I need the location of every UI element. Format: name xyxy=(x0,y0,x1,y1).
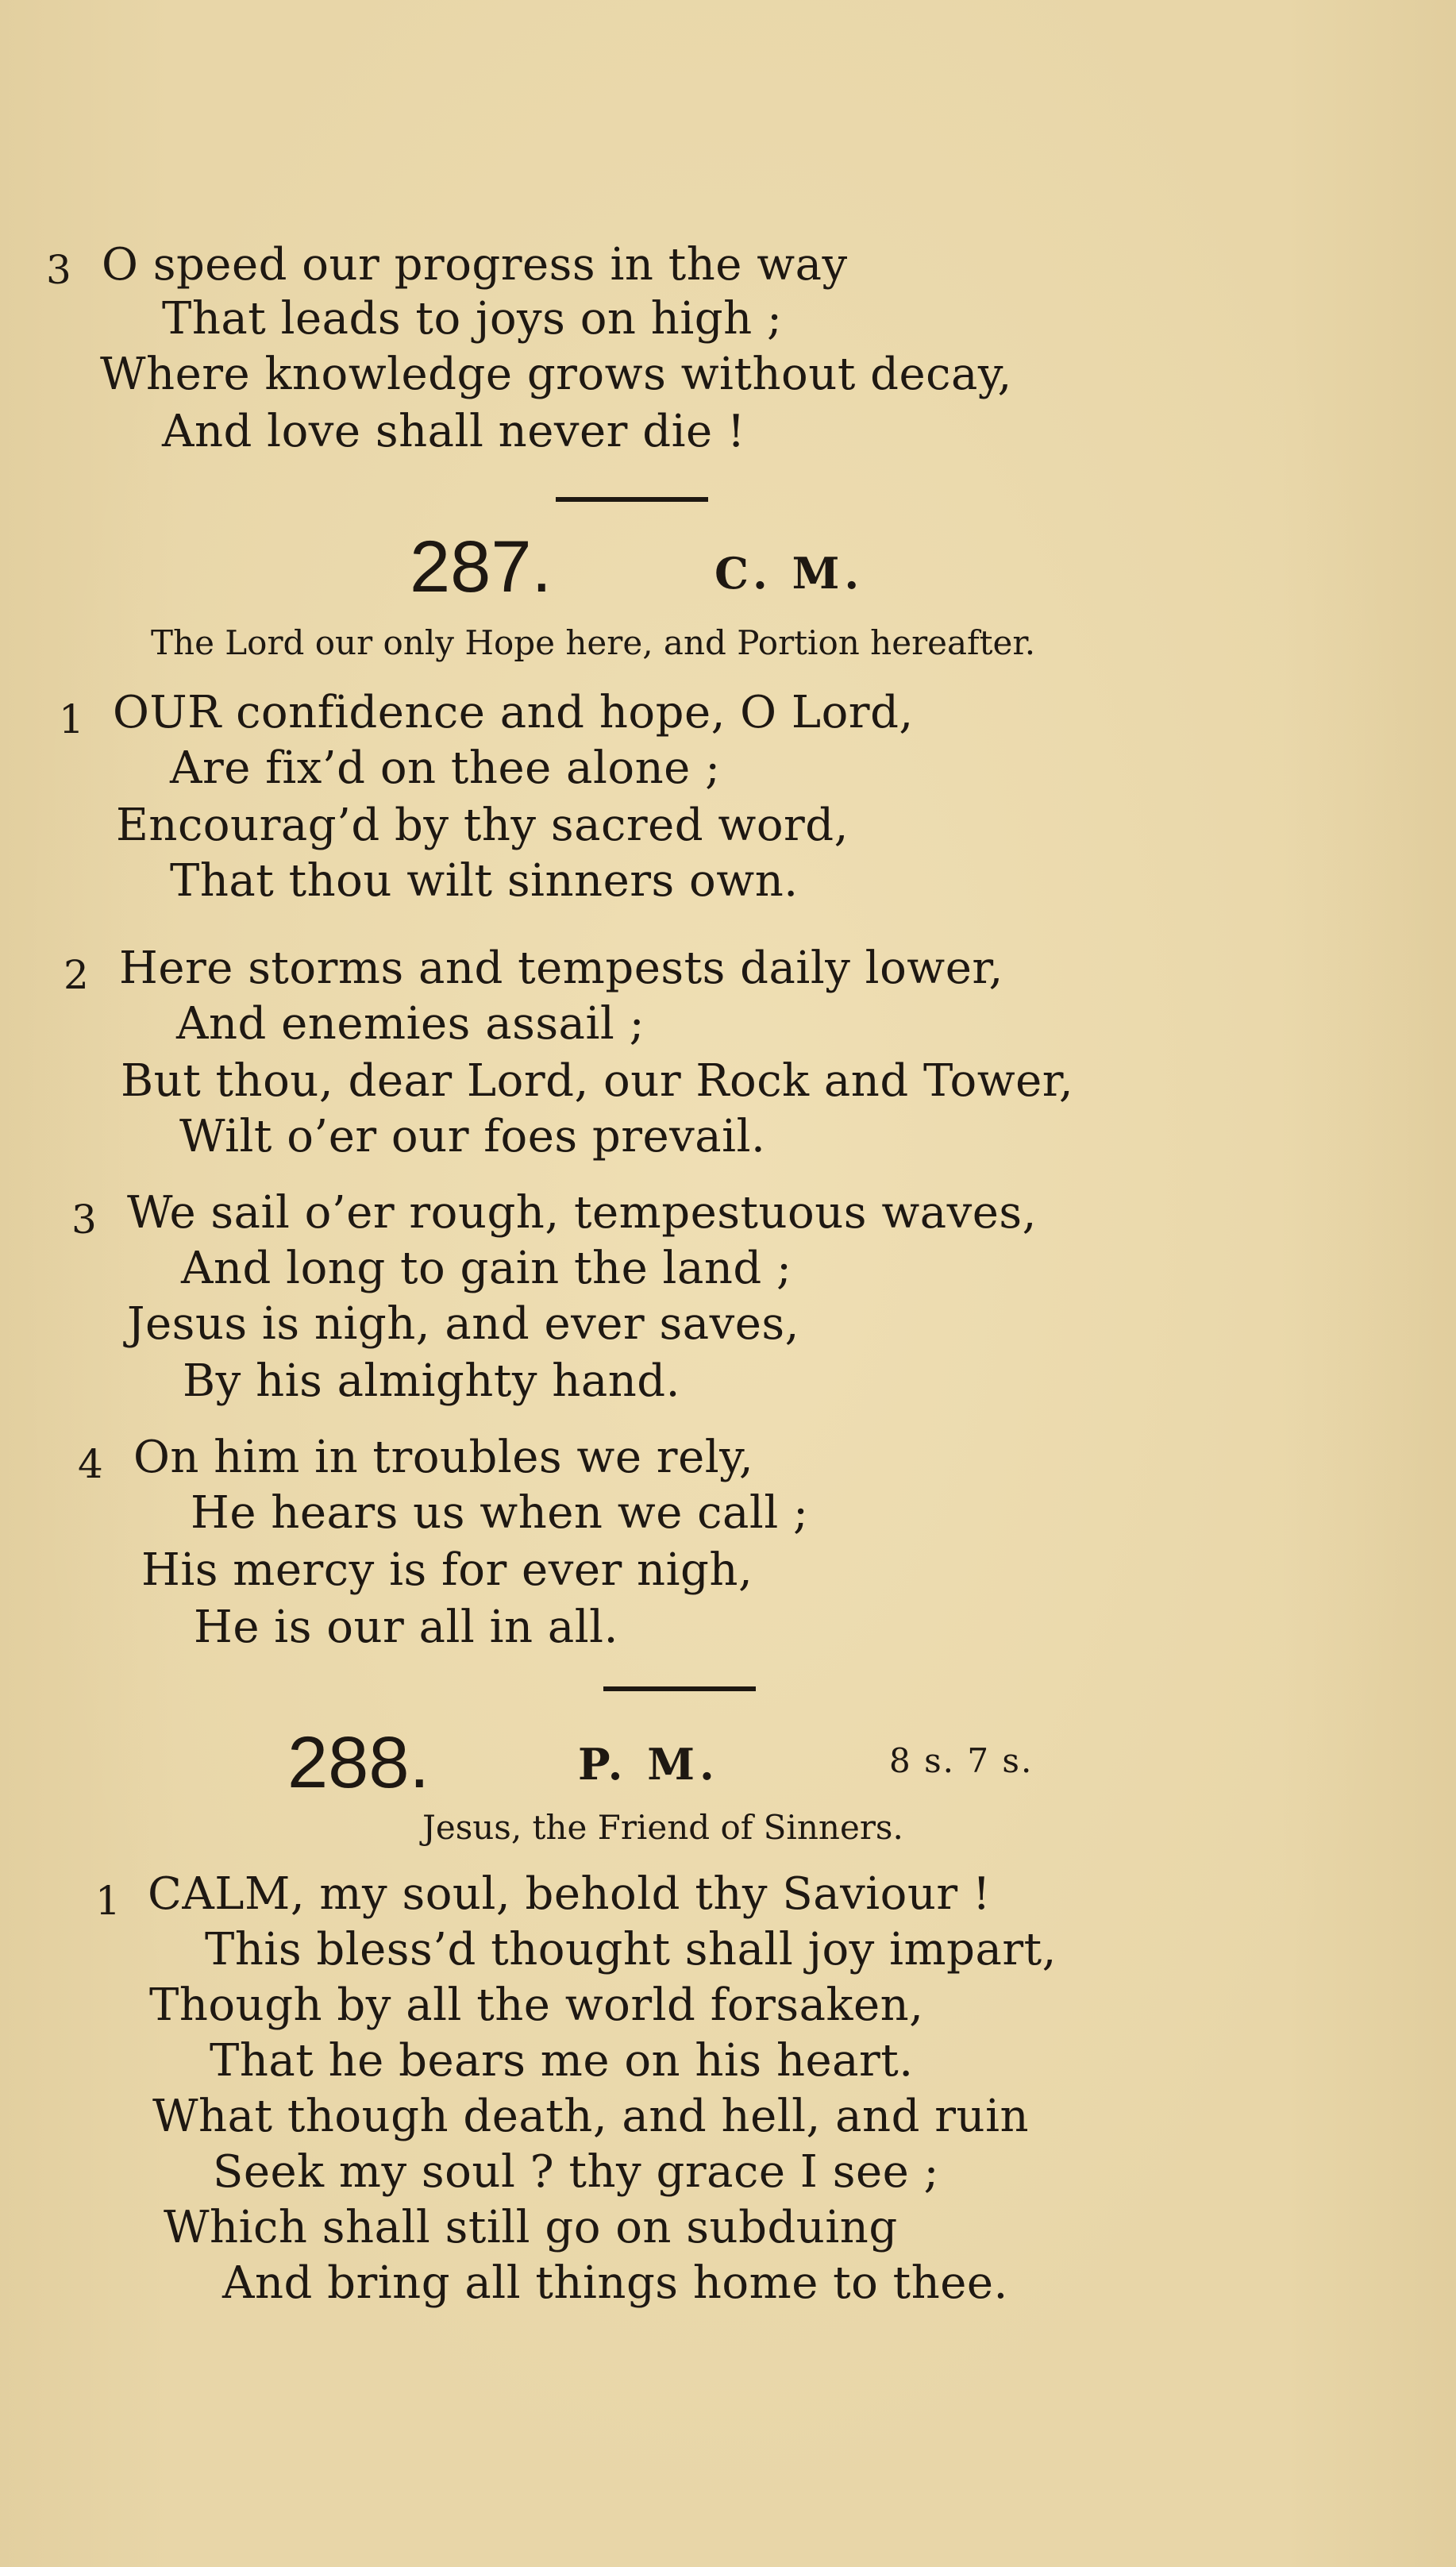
hymn-meter: C. M. xyxy=(715,548,865,599)
section-divider xyxy=(603,1686,756,1691)
verse-line: O speed our progress in the way xyxy=(102,239,848,291)
hymn-title: Jesus, the Friend of Sinners. xyxy=(422,1808,903,1847)
verse-number: 3 xyxy=(71,1197,97,1243)
verse-line: Jesus is nigh, and ever saves, xyxy=(127,1298,799,1350)
verse-line: That leads to joys on high ; xyxy=(162,293,783,345)
verse-line: Seek my soul ? thy grace I see ; xyxy=(213,2146,939,2198)
verse-line: Wilt o’er our foes prevail. xyxy=(179,1111,766,1162)
section-divider xyxy=(556,497,708,502)
hymn-meter-detail: 8 s. 7 s. xyxy=(889,1741,1034,1780)
verse-number: 2 xyxy=(64,952,89,998)
verse-number: 1 xyxy=(95,1878,121,1924)
verse-number: 1 xyxy=(59,696,84,742)
verse-line: What though death, and hell, and ruin xyxy=(152,2091,1030,2142)
verse-line: But thou, dear Lord, our Rock and Tower, xyxy=(121,1055,1074,1107)
verse-line: On him in troubles we rely, xyxy=(133,1432,754,1483)
verse-line: CALM, my soul, behold thy Saviour ! xyxy=(148,1868,991,1920)
hymn-number: 287. xyxy=(410,526,553,607)
verse-line: Where knowledge grows without decay, xyxy=(100,349,1012,400)
verse-line: By his almighty hand. xyxy=(183,1355,680,1407)
hymn-number: 288. xyxy=(287,1722,430,1803)
verse-line: OUR confidence and hope, O Lord, xyxy=(113,687,914,738)
verse-line: That thou wilt sinners own. xyxy=(170,855,799,907)
verse-line: And long to gain the land ; xyxy=(181,1243,792,1294)
verse-number: 3 xyxy=(46,247,71,293)
verse-line: That he bears me on his heart. xyxy=(210,2035,914,2087)
verse-line: Which shall still go on subduing xyxy=(164,2202,898,2253)
verse-line: He is our all in all. xyxy=(194,1601,618,1653)
verse-line: Here storms and tempests daily lower, xyxy=(119,942,1003,994)
verse-line: This bless’d thought shall joy impart, xyxy=(205,1924,1057,1975)
verse-line: And love shall never die ! xyxy=(162,406,745,457)
verse-line: Though by all the world forsaken, xyxy=(149,1979,924,2031)
verse-line: Encourag’d by thy sacred word, xyxy=(116,800,849,851)
verse-line: And enemies assail ; xyxy=(176,998,645,1050)
verse-line: His mercy is for ever nigh, xyxy=(141,1544,753,1596)
verse-line: And bring all things home to thee. xyxy=(222,2257,1008,2309)
hymn-title: The Lord our only Hope here, and Portion hereafter. xyxy=(151,623,1036,662)
verse-line: Are fix’d on thee alone ; xyxy=(170,742,721,794)
hymn-meter: P. M. xyxy=(578,1739,719,1790)
verse-line: He hears us when we call ; xyxy=(191,1487,809,1539)
verse-line: We sail o’er rough, tempestuous waves, xyxy=(127,1187,1037,1239)
verse-number: 4 xyxy=(78,1441,103,1487)
